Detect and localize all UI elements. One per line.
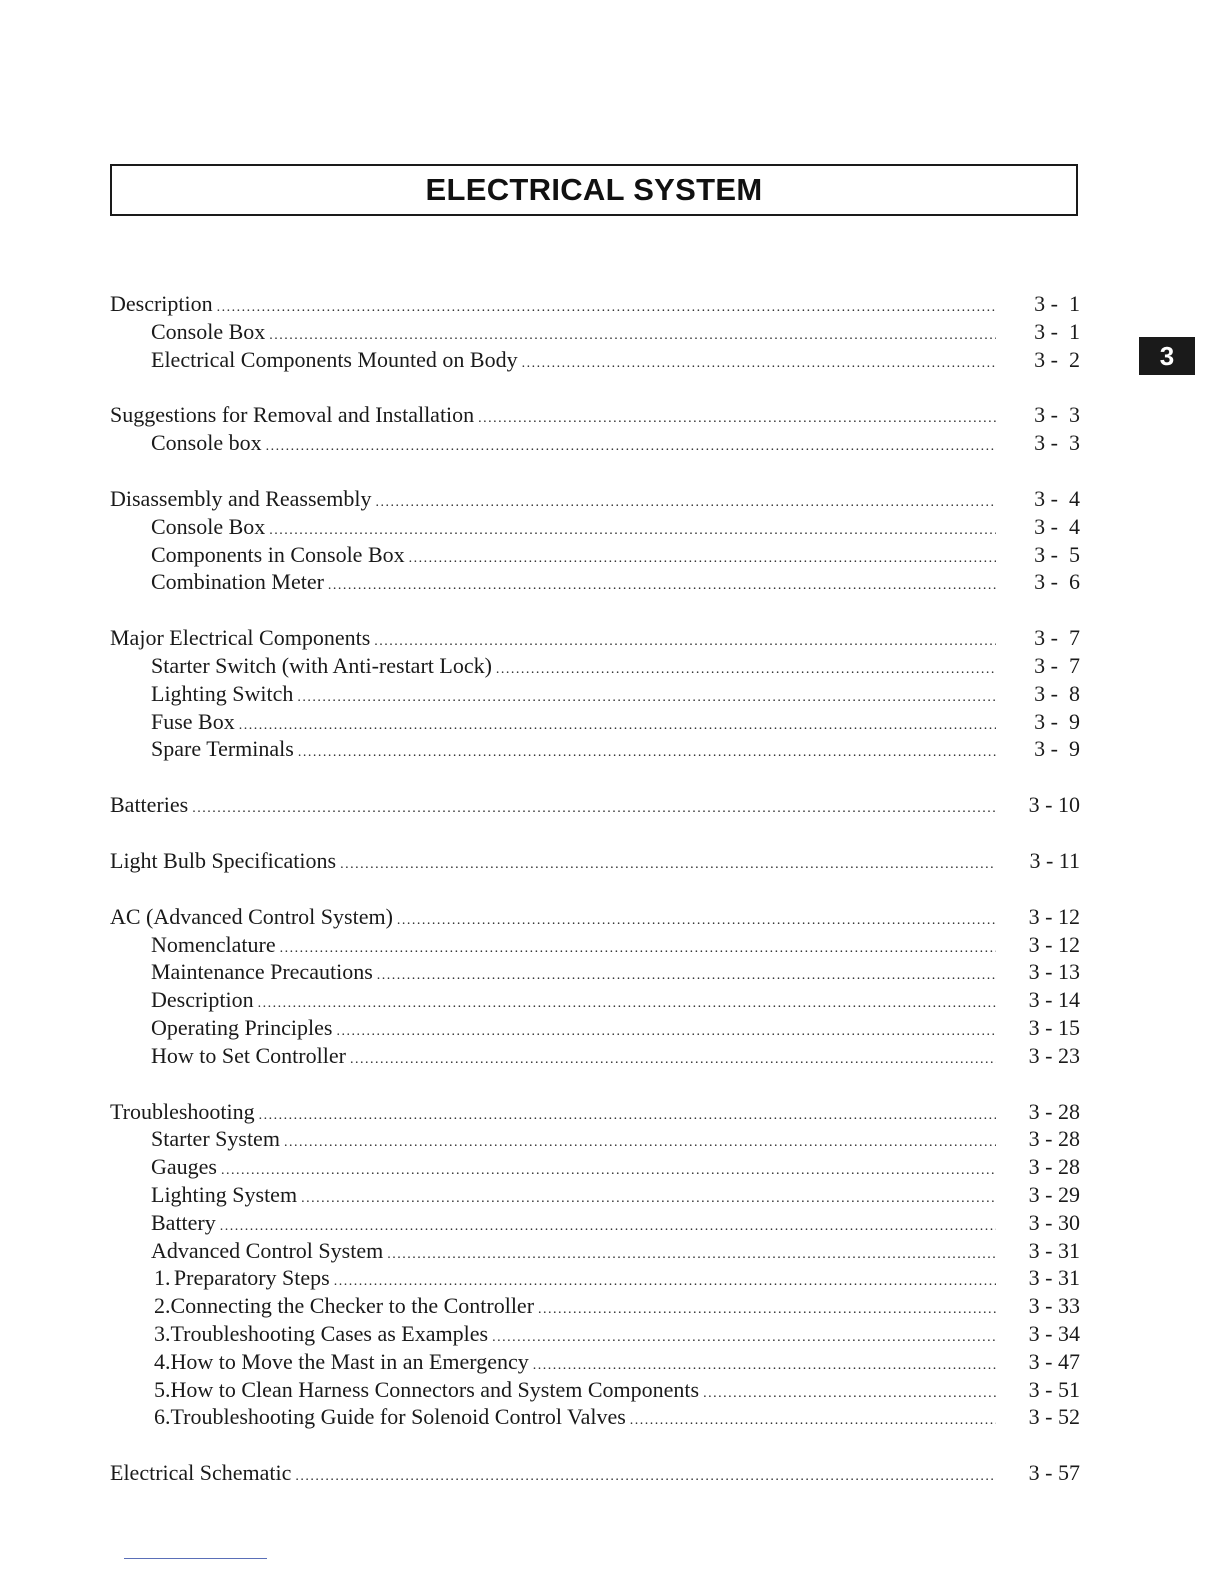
toc-section [110,791,1080,819]
toc-entry-label: Troubleshooting [110,1098,255,1124]
toc-entry-page: 3 - 9 [1034,708,1080,734]
toc-entry-label: Starter System [151,1126,280,1152]
toc-entry-sub[interactable] [110,680,1080,708]
toc-section [110,903,1080,1070]
toc-section [110,401,1080,457]
title-box [110,164,1078,216]
toc-entry-sub[interactable] [110,1042,1080,1070]
toc-entry-page: 3 - 31 [1028,1237,1080,1263]
toc-entry-page: 3 - 3 [1034,402,1080,428]
dot-leader [336,1018,996,1046]
toc-entry-sub[interactable] [110,1209,1080,1237]
toc-entry-page: 3 - 52 [1028,1404,1080,1430]
dot-leader [297,684,996,712]
chapter-tab-number: 3 [1159,340,1175,371]
toc-entry-sub[interactable] [110,1125,1080,1153]
dot-leader [284,1129,996,1157]
toc-entry-label: Gauges [151,1154,217,1180]
toc-entry-number: 4. [154,1348,171,1374]
toc-entry-label: Suggestions for Removal and Installation [110,402,475,428]
toc-entry-sub[interactable] [110,1376,1080,1404]
toc-entry-page: 3 - 15 [1028,1014,1080,1040]
toc-entry-page: 3 - 30 [1028,1209,1080,1235]
toc-entry-label: Fuse Box [151,708,235,734]
dot-leader [538,1296,996,1324]
dot-leader [340,851,996,879]
toc-entry-main[interactable] [110,485,1080,513]
toc-entry-label: Electrical Components Mounted on Body [151,346,518,372]
toc-entry-main[interactable] [110,791,1080,819]
toc-entry-label: Starter Switch (with Anti-restart Lock) [151,652,492,678]
toc-entry-page: 3 - 47 [1028,1348,1080,1374]
toc-entry-page: 3 - 4 [1034,485,1080,511]
toc-entry-label: Battery [151,1209,216,1235]
toc-entry-page: 3 - 31 [1028,1265,1080,1291]
toc-entry-label: Lighting Switch [151,680,294,706]
dot-leader [258,990,996,1018]
toc-entry-page: 3 - 9 [1034,736,1080,762]
toc-entry-main[interactable] [110,847,1080,875]
toc-entry-label: Console Box [151,318,266,344]
toc-entry-sub[interactable] [110,1237,1080,1265]
toc-entry-sub[interactable] [110,986,1080,1014]
toc-entry-page: 3 - 8 [1034,680,1080,706]
toc-section [110,1098,1080,1432]
toc-section [110,290,1080,373]
dot-leader [377,962,996,990]
dot-leader [703,1380,996,1408]
toc-entry-sub[interactable] [110,1348,1080,1376]
toc-entry-page: 3 - 11 [1029,847,1080,873]
toc-entry-page: 3 - 23 [1028,1042,1080,1068]
dot-leader [239,712,996,740]
toc-entry-main[interactable] [110,1098,1080,1126]
toc-entry-page: 3 - 1 [1034,291,1080,316]
toc-entry-number: 5. [154,1376,171,1402]
toc-entry-main[interactable] [110,401,1080,429]
toc-entry-label: Major Electrical Components [110,625,371,651]
toc-entry-page: 3 - 28 [1028,1126,1080,1152]
dot-leader [496,656,996,684]
dot-leader [221,1157,996,1185]
toc-entry-sub[interactable] [110,1403,1080,1431]
toc-entry-label: Batteries [110,792,189,818]
toc-entry-page: 3 - 10 [1028,792,1080,818]
toc-entry-main[interactable] [110,1459,1080,1487]
chapter-tab [1139,337,1195,375]
toc-entry-sub[interactable] [110,429,1080,457]
toc-entry-label: Components in Console Box [151,541,405,567]
toc-entry-label: Disassembly and Reassembly [110,485,372,511]
toc-section [110,847,1080,875]
toc-entry-sub[interactable] [110,1153,1080,1181]
toc-entry-number: 3. [154,1320,171,1346]
toc-entry-sub[interactable] [110,652,1080,680]
toc-entry-sub[interactable] [110,735,1080,763]
toc-entry-sub[interactable] [110,568,1080,596]
toc-entry-page: 3 - 12 [1028,931,1080,957]
toc-entry-label: Electrical Schematic [110,1460,292,1486]
dot-leader [298,739,996,767]
dot-leader [522,350,996,378]
toc-entry-label: Troubleshooting Cases as Examples [170,1320,489,1346]
dot-leader [328,572,996,600]
toc-entry-sub[interactable] [110,958,1080,986]
toc-entry-page: 3 - 5 [1034,541,1080,567]
dot-leader [387,1241,996,1269]
toc-entry-label: Maintenance Precautions [151,959,373,985]
toc-entry-label: Connecting the Checker to the Controller [170,1293,535,1319]
toc-entry-sub[interactable] [110,513,1080,541]
toc-entry-sub[interactable] [110,318,1080,346]
toc-entry-label: Troubleshooting Guide for Solenoid Control Valves [170,1404,626,1430]
dot-leader [192,795,996,823]
dot-leader [492,1324,996,1352]
toc-entry-page: 3 - 1 [1034,318,1080,344]
dot-leader [217,294,996,322]
toc-entry-page: 3 - 2 [1034,346,1080,372]
toc-entry-sub[interactable] [110,1264,1080,1292]
toc-entry-label: Preparatory Steps [173,1265,330,1291]
toc-entry-label: Description [110,291,213,316]
table-of-contents [110,290,1080,1515]
toc-entry-sub[interactable] [110,931,1080,959]
toc-entry-sub[interactable] [110,1181,1080,1209]
toc-entry-label: Console box [151,430,262,456]
toc-section [110,624,1080,763]
toc-section [110,485,1080,596]
dot-leader [376,489,996,517]
toc-entry-page: 3 - 7 [1034,625,1080,651]
dot-leader [280,935,996,963]
toc-entry-sub[interactable] [110,346,1080,374]
toc-entry-page: 3 - 4 [1034,513,1080,539]
toc-entry-label: How to Clean Harness Connectors and System Components [170,1376,700,1402]
toc-entry-label: Spare Terminals [151,736,294,762]
toc-entry-main[interactable] [110,290,1080,318]
toc-section [110,1459,1080,1487]
dot-leader [397,907,996,935]
toc-entry-label: Advanced Control System [151,1237,384,1263]
toc-entry-page: 3 - 51 [1028,1376,1080,1402]
toc-entry-page: 3 - 57 [1028,1460,1080,1486]
toc-entry-page: 3 - 7 [1034,652,1080,678]
toc-entry-number: 2. [154,1293,171,1319]
toc-entry-sub[interactable] [110,541,1080,569]
toc-entry-page: 3 - 28 [1028,1098,1080,1124]
dot-leader [350,1046,996,1074]
toc-entry-main[interactable] [110,624,1080,652]
toc-entry-page: 3 - 12 [1028,903,1080,929]
toc-entry-label: Nomenclature [151,931,276,957]
toc-entry-label: Light Bulb Specifications [110,847,337,873]
toc-entry-number: 1. [154,1265,171,1291]
toc-entry-page: 3 - 33 [1028,1293,1080,1319]
dot-leader [409,545,996,573]
toc-entry-page: 3 - 28 [1028,1154,1080,1180]
toc-entry-sub[interactable] [110,1292,1080,1320]
toc-entry-label: How to Move the Mast in an Emergency [170,1348,529,1374]
toc-entry-sub[interactable] [110,1320,1080,1348]
dot-leader [478,405,996,433]
dot-leader [266,433,996,461]
toc-entry-label: AC (Advanced Control System) [110,903,393,929]
dot-leader [259,1102,996,1130]
toc-entry-page: 3 - 3 [1034,430,1080,456]
toc-entry-sub[interactable] [110,708,1080,736]
toc-entry-page: 3 - 6 [1034,569,1080,595]
toc-entry-number: 6. [154,1404,171,1430]
toc-entry-page: 3 - 34 [1028,1320,1080,1346]
dot-leader [630,1407,996,1435]
toc-entry-page: 3 - 13 [1028,959,1080,985]
toc-entry-label: Lighting System [151,1181,298,1207]
footer-rule [124,1558,267,1559]
toc-entry-page: 3 - 14 [1028,987,1080,1013]
toc-entry-label: Console Box [151,513,266,539]
toc-entry-label: Description [151,987,254,1013]
dot-leader [301,1185,996,1213]
page-title: ELECTRICAL SYSTEM [425,172,763,207]
toc-entry-page: 3 - 29 [1028,1181,1080,1207]
dot-leader [295,1463,996,1491]
toc-entry-label: How to Set Controller [151,1042,346,1068]
toc-entry-main[interactable] [110,903,1080,931]
toc-entry-sub[interactable] [110,1014,1080,1042]
toc-entry-label: Operating Principles [151,1014,333,1040]
toc-entry-label: Combination Meter [151,569,324,595]
